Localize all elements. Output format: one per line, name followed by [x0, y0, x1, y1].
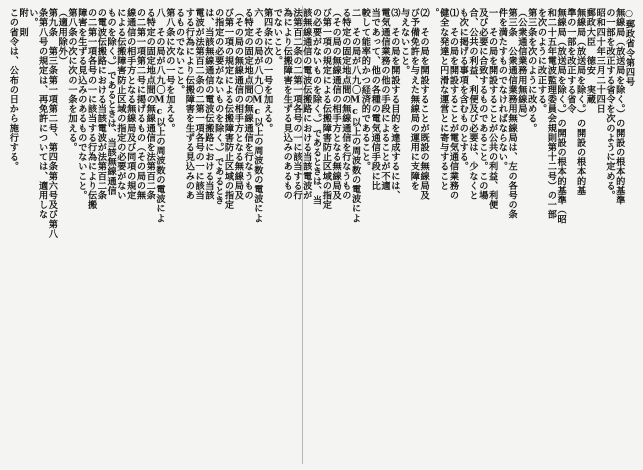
text-column: 第八条の次に次の一条を加える。: [65, 8, 77, 152]
text-column: の電波伝搬路における当該電波が法第百二条: [95, 8, 107, 200]
text-column: 合、公共の利益、利便及び必要は、少なくと: [466, 8, 478, 200]
text-column: の二第一項第二号に掲げるもの（その局の無: [134, 8, 146, 200]
text-column: び第一項の規定による伝搬障害防止区域の指定: [320, 8, 332, 210]
text-column: （適用除外）: [56, 8, 68, 66]
text-column: い。: [26, 8, 38, 28]
text-column: は、当該無線通信の電波伝搬路における当該: [202, 8, 214, 200]
text-column: の指定の必要がないものを除く。）であるとき: [212, 8, 224, 205]
text-column: 健全な発達と円滑な運営とに寄与すること: [437, 8, 449, 191]
text-column: 及び必要に合致するものであること。この場: [476, 8, 488, 200]
text-column: の必要がないものを除く。）であるときは、当: [310, 8, 322, 205]
text-column: 無線局（放送局を除く。）の開設の根本的基: [574, 8, 586, 196]
text-column: る特定の固定地点間の無線通信を行なうもの: [339, 8, 351, 200]
text-column: 第三条 公衆通信業務用無線局は、左の各号の条: [506, 8, 518, 220]
text-column: 準の一部を改正する省令: [564, 8, 576, 114]
text-column: ⑶ その局を開設する目的を達成するには、: [388, 8, 400, 200]
text-column: 条第八号の規定は、再免許については、適用しな: [36, 8, 48, 220]
text-column: 第四条に次の一号を加える。: [261, 8, 273, 133]
text-column: 和二十五年電波監理委員会規則第十二号）の一部: [545, 8, 557, 220]
text-column: る特定の固定地点間の無線通信を法第百二条: [144, 8, 156, 200]
text-column: ○郵政省令第四号: [623, 8, 635, 87]
text-column: この省令は、公布の日から施行する。: [7, 8, 19, 172]
text-column: び第一項の規定による伝搬障害防止区域の指定: [222, 8, 234, 210]
text-column: する行為により伝搬障害を生ずる見込みのあ: [183, 8, 195, 200]
text-column: 該無線通信の電波伝搬路における当該電波が: [300, 8, 312, 200]
text-column: 与えないこと。: [398, 8, 410, 76]
text-column: 電波が法第百二条の二第一項各号の一に該当: [193, 8, 205, 200]
text-column: 第九条 第三条第一項第二号、第四条第六号及び第八: [46, 8, 58, 239]
text-column: 電気通信業務の他の手段によることが不適: [378, 8, 390, 191]
text-column: 六 その局が八九〇Mc以上の周波数の電波によ: [251, 8, 263, 223]
text-column: 一 その局を開設することが公共の利益、利便: [486, 8, 498, 210]
text-column: ⑴ その局を開設することが電気通信業務の: [447, 8, 459, 200]
text-column: るものでないこと。: [173, 8, 185, 95]
text-column: る特定の固定地点間の無線通信を行なうもの: [242, 8, 254, 200]
text-column: 無線局（放送局を除く。）の開設の根本的基準: [613, 8, 625, 205]
text-column: を次のように改正する。: [535, 8, 547, 114]
text-column: ⑵ その局を開設することが既設の無線局及: [418, 8, 430, 200]
text-column: 第三条を次のように改める。: [525, 8, 537, 133]
text-column: （その局の無線通信の相手方となる無線局及: [232, 8, 244, 200]
text-column: 障害を生ずる見込みのあるものでないこと。: [75, 8, 87, 200]
text-column: でないこと。: [271, 8, 283, 66]
text-column: による伝搬障害防止区域の指定の必要がない: [114, 8, 126, 200]
text-column: ものを除く。）であるときは、当該無線通信: [105, 8, 117, 196]
text-column: 線通信の相手方となる無線局及び同項の規定: [124, 8, 136, 200]
text-column: 法第百二条の二第一項各号の一に該当する行: [290, 8, 302, 200]
text-column: 八 その局が八九〇Mc以上の周波数の電波によ: [153, 8, 165, 223]
text-column: び予備免許を与えた無線局の運用に支障を: [408, 8, 420, 191]
text-column: 附 則: [17, 8, 29, 37]
text-column: 二 その局が八九〇Mc以上の周波数の電波によ: [349, 8, 361, 223]
text-column: 為により伝搬障害を生ずる見込みのあるもの: [281, 8, 293, 200]
text-column: 当であって、他の各種の電気通信手段に比: [369, 8, 381, 191]
text-column: 昭和四十年三月二十四日: [594, 8, 606, 114]
text-column: 。: [427, 8, 439, 18]
text-column: 無線局（放送局を除く。）の開設の根本的基準（昭: [555, 8, 567, 225]
text-column: （公衆通信業務用無線局）: [515, 8, 527, 124]
text-column: 郵政大臣 徳安 実蔵: [584, 8, 596, 104]
text-column: 較して能率的かつ経済的であること。: [359, 8, 371, 172]
text-column: の一部を改正する省令を次のように定める。: [603, 8, 615, 200]
text-column: の二第一項各号の一に該当する行為により伝搬: [85, 8, 97, 210]
text-column: 件を満たすものでなければならない。: [496, 8, 508, 172]
text-column: も次に掲げる事項を含むものとする。: [457, 8, 469, 172]
text-column: （その局の無線通信の相手方となる無線局及: [330, 8, 342, 200]
text-column: 第八条に次の一号を加える。: [163, 8, 175, 133]
